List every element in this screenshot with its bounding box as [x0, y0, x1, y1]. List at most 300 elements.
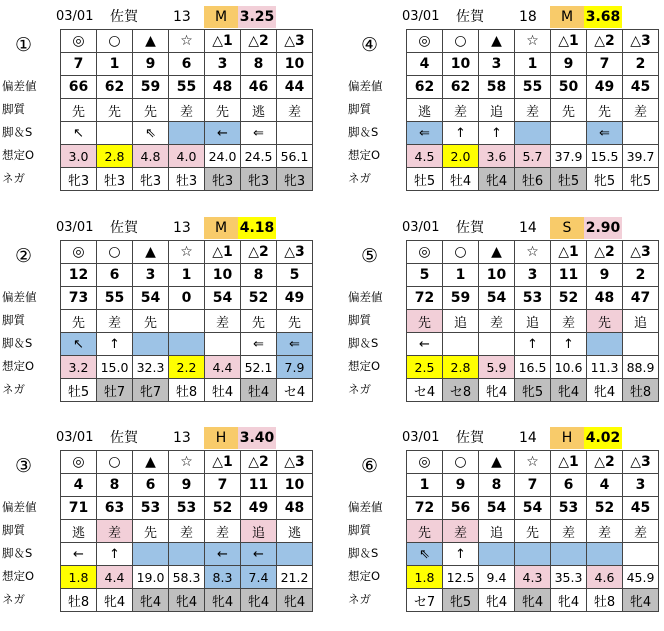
running-style-cell: 逃	[61, 520, 97, 543]
negative-cell: 牝4	[241, 589, 277, 612]
prediction-table	[406, 240, 659, 402]
race-date: 03/01	[56, 430, 94, 445]
table-row	[407, 497, 659, 520]
deviation-cell: 62	[443, 76, 479, 99]
running-style-cell: 差	[479, 310, 515, 333]
row-label: 脚質	[348, 102, 371, 116]
horse-number-cell: 11	[241, 474, 277, 497]
horse-number-cell: 6	[169, 53, 205, 76]
negative-cell: セ7	[407, 589, 443, 612]
expected-odds-cell: 4.0	[169, 145, 205, 168]
leg-speed-cell	[587, 333, 623, 356]
running-style-cell	[169, 310, 205, 333]
horse-number-cell: 9	[587, 264, 623, 287]
horse-number-cell: 1	[407, 474, 443, 497]
label-spacer	[0, 240, 60, 263]
table-row	[61, 310, 313, 333]
table-row	[61, 264, 313, 287]
negative-cell: 牝5	[587, 168, 623, 191]
negative-cell: 牡5	[551, 168, 587, 191]
leg-speed-cell	[443, 333, 479, 356]
horse-number-cell: 3	[205, 53, 241, 76]
table-row	[407, 145, 659, 168]
leg-speed-cell	[479, 543, 515, 566]
deviation-cell: 52	[241, 287, 277, 310]
running-style-cell: 追	[479, 99, 515, 122]
running-style-cell: 追	[443, 310, 479, 333]
expected-odds-cell: 9.4	[479, 566, 515, 589]
table-row	[407, 122, 659, 145]
row-label: ネガ	[2, 592, 25, 606]
deviation-cell: 54	[479, 287, 515, 310]
expected-odds-cell: 4.3	[515, 566, 551, 589]
table-row	[407, 310, 659, 333]
table-row	[61, 356, 313, 379]
negative-cell: 牝5	[515, 379, 551, 402]
table-row	[407, 76, 659, 99]
mark-cell: △3	[277, 30, 313, 53]
negative-cell: 牡7	[97, 379, 133, 402]
running-style-cell: 差	[205, 520, 241, 543]
negative-cell: 牝4	[205, 589, 241, 612]
deviation-cell: 71	[61, 497, 97, 520]
negative-cell: 牝7	[133, 379, 169, 402]
running-style-cell: 追	[479, 520, 515, 543]
mark-cell: ○	[443, 451, 479, 474]
table-row	[407, 474, 659, 497]
expected-odds-cell: 24.5	[241, 145, 277, 168]
race-panel	[0, 4, 318, 189]
deviation-cell: 53	[515, 287, 551, 310]
horse-number-cell: 1	[169, 264, 205, 287]
horse-number-cell: 9	[551, 53, 587, 76]
running-style-cell: 追	[515, 310, 551, 333]
row-labels	[0, 450, 60, 611]
running-style-cell: 差	[205, 310, 241, 333]
panel-header	[346, 4, 664, 29]
prediction-table	[60, 450, 313, 612]
table-row	[61, 379, 313, 402]
negative-cell: 牡3	[169, 168, 205, 191]
track-name: 佐賀	[110, 430, 138, 446]
running-style-cell: 追	[241, 520, 277, 543]
leg-speed-cell: ⇐	[241, 122, 277, 145]
expected-odds-cell: 4.6	[587, 566, 623, 589]
mark-cell: ◎	[407, 451, 443, 474]
leg-speed-cell	[551, 543, 587, 566]
negative-cell: 牝4	[97, 589, 133, 612]
leg-speed-cell: ⇖	[407, 543, 443, 566]
running-style-cell: 差	[515, 99, 551, 122]
running-style-cell: 差	[443, 520, 479, 543]
negative-cell: 牝5	[443, 589, 479, 612]
mark-cell: ○	[97, 30, 133, 53]
deviation-cell: 0	[169, 287, 205, 310]
deviation-cell: 53	[551, 497, 587, 520]
expected-odds-cell: 2.2	[169, 356, 205, 379]
race-number: 14	[519, 220, 537, 236]
running-style-cell: 先	[97, 99, 133, 122]
negative-cell: 牡4	[443, 168, 479, 191]
horse-number-cell: 9	[443, 474, 479, 497]
race-number: 13	[173, 430, 191, 446]
mark-cell: △2	[241, 30, 277, 53]
running-style-cell: 差	[169, 520, 205, 543]
mark-cell: ◎	[61, 241, 97, 264]
running-style-cell: 差	[623, 520, 659, 543]
race-number: 13	[173, 220, 191, 236]
negative-cell: 牝4	[623, 589, 659, 612]
race-number: 14	[519, 430, 537, 446]
table-row	[61, 497, 313, 520]
deviation-cell: 45	[623, 76, 659, 99]
race-date: 03/01	[56, 220, 94, 235]
mark-cell: ▲	[133, 451, 169, 474]
horse-number-cell: 10	[443, 53, 479, 76]
expected-odds-cell: 3.0	[61, 145, 97, 168]
race-number: 18	[519, 9, 537, 25]
running-style-cell: 追	[623, 310, 659, 333]
grade-badge: H	[550, 427, 584, 449]
table-row	[407, 241, 659, 264]
table-row	[407, 451, 659, 474]
horse-number-cell: 10	[277, 474, 313, 497]
expected-odds-cell: 8.3	[205, 566, 241, 589]
race-panel	[0, 425, 318, 610]
rating-badge: 4.18	[238, 217, 276, 239]
negative-cell: 牝4	[169, 589, 205, 612]
horse-number-cell: 8	[241, 53, 277, 76]
deviation-cell: 54	[133, 287, 169, 310]
horse-number-cell: 7	[515, 474, 551, 497]
deviation-cell: 49	[241, 497, 277, 520]
negative-cell: 牝3	[133, 168, 169, 191]
expected-odds-cell: 37.9	[551, 145, 587, 168]
negative-cell: 牝3	[241, 168, 277, 191]
deviation-cell: 58	[479, 76, 515, 99]
expected-odds-cell: 2.8	[443, 356, 479, 379]
expected-odds-cell: 4.4	[97, 566, 133, 589]
row-label: 想定O	[2, 569, 35, 583]
mark-cell: ◎	[407, 30, 443, 53]
deviation-cell: 66	[61, 76, 97, 99]
row-label: 脚＆S	[348, 125, 379, 139]
leg-speed-cell: ←	[205, 122, 241, 145]
horse-number-cell: 5	[277, 264, 313, 287]
table-row	[61, 53, 313, 76]
table-row	[407, 379, 659, 402]
rating-badge: 3.25	[238, 6, 276, 28]
row-labels	[346, 29, 406, 190]
negative-cell: 牡8	[61, 589, 97, 612]
panel-header	[346, 215, 664, 240]
grade-badge: M	[550, 6, 584, 28]
expected-odds-cell: 56.1	[277, 145, 313, 168]
mark-cell: ○	[443, 30, 479, 53]
leg-speed-cell: ↖	[61, 122, 97, 145]
expected-odds-cell: 88.9	[623, 356, 659, 379]
running-style-cell: 先	[133, 310, 169, 333]
negative-cell: 牝4	[479, 589, 515, 612]
leg-speed-cell	[479, 333, 515, 356]
deviation-cell: 63	[97, 497, 133, 520]
mark-cell: △1	[205, 241, 241, 264]
track-name: 佐賀	[456, 9, 484, 25]
mark-cell: ☆	[169, 241, 205, 264]
running-style-cell: 先	[515, 520, 551, 543]
leg-speed-cell: ↑	[443, 543, 479, 566]
label-spacer	[346, 263, 406, 286]
leg-speed-cell: ↑	[97, 333, 133, 356]
expected-odds-cell: 1.8	[407, 566, 443, 589]
mark-cell: △1	[205, 30, 241, 53]
mark-cell: ☆	[515, 30, 551, 53]
panel-header	[0, 4, 318, 29]
horse-number-cell: 3	[623, 474, 659, 497]
running-style-cell: 先	[61, 99, 97, 122]
row-labels	[346, 450, 406, 611]
deviation-cell: 52	[205, 497, 241, 520]
mark-cell: ▲	[133, 30, 169, 53]
horse-number-cell: 8	[97, 474, 133, 497]
horse-number-cell: 11	[551, 264, 587, 287]
horse-number-cell: 4	[407, 53, 443, 76]
expected-odds-cell: 16.5	[515, 356, 551, 379]
track-name: 佐賀	[456, 220, 484, 236]
track-name: 佐賀	[456, 430, 484, 446]
expected-odds-cell: 2.5	[407, 356, 443, 379]
mark-cell: △2	[587, 451, 623, 474]
leg-speed-cell: ⇐	[277, 333, 313, 356]
deviation-cell: 54	[479, 497, 515, 520]
negative-cell: 牡4	[241, 379, 277, 402]
row-label: ネガ	[348, 382, 371, 396]
prediction-table	[60, 29, 313, 191]
negative-cell: 牝4	[479, 168, 515, 191]
table-row	[61, 520, 313, 543]
running-style-cell: 差	[443, 99, 479, 122]
row-label: ネガ	[348, 592, 371, 606]
panel-number: ⑤	[361, 245, 379, 267]
rating-badge: 2.90	[584, 217, 622, 239]
horse-number-cell: 1	[443, 264, 479, 287]
mark-cell: △3	[277, 241, 313, 264]
panel-number: ④	[361, 34, 379, 56]
expected-odds-cell: 45.9	[623, 566, 659, 589]
deviation-cell: 45	[623, 497, 659, 520]
leg-speed-cell: ↑	[551, 333, 587, 356]
mark-cell: △1	[205, 451, 241, 474]
mark-cell: △3	[277, 451, 313, 474]
horse-number-cell: 2	[623, 53, 659, 76]
table-row	[61, 543, 313, 566]
deviation-cell: 62	[97, 76, 133, 99]
leg-speed-cell	[515, 122, 551, 145]
mark-cell: △2	[241, 241, 277, 264]
horse-number-cell: 6	[97, 264, 133, 287]
expected-odds-cell: 3.6	[479, 145, 515, 168]
expected-odds-cell: 5.9	[479, 356, 515, 379]
mark-cell: △2	[241, 451, 277, 474]
label-spacer	[0, 473, 60, 496]
race-panel	[346, 425, 664, 610]
grade-badge: M	[204, 217, 238, 239]
expected-odds-cell: 4.5	[407, 145, 443, 168]
table-row	[407, 30, 659, 53]
rating-badge: 4.02	[584, 427, 622, 449]
deviation-cell: 59	[133, 76, 169, 99]
horse-number-cell: 7	[61, 53, 97, 76]
running-style-cell: 差	[277, 99, 313, 122]
row-label: 想定O	[348, 148, 381, 162]
horse-number-cell: 7	[205, 474, 241, 497]
negative-cell: 牝4	[277, 589, 313, 612]
deviation-cell: 53	[169, 497, 205, 520]
panel-number: ③	[15, 455, 33, 477]
table-row	[407, 168, 659, 191]
horse-number-cell: 4	[61, 474, 97, 497]
running-style-cell: 先	[61, 310, 97, 333]
row-label: 脚質	[2, 523, 25, 537]
leg-speed-cell	[205, 333, 241, 356]
row-label: 想定O	[2, 359, 35, 373]
table-row	[61, 99, 313, 122]
running-style-cell: 逃	[277, 520, 313, 543]
row-label: 脚質	[348, 523, 371, 537]
race-panel	[346, 4, 664, 189]
expected-odds-cell: 58.3	[169, 566, 205, 589]
leg-speed-cell	[587, 543, 623, 566]
panel-header	[0, 215, 318, 240]
table-row	[407, 333, 659, 356]
leg-speed-cell: ←	[61, 543, 97, 566]
race-date: 03/01	[402, 430, 440, 445]
row-labels	[0, 29, 60, 190]
mark-cell: ☆	[169, 451, 205, 474]
leg-speed-cell: ↑	[479, 122, 515, 145]
horse-number-cell: 5	[407, 264, 443, 287]
expected-odds-cell: 19.0	[133, 566, 169, 589]
leg-speed-cell: ↑	[97, 543, 133, 566]
table-row	[407, 53, 659, 76]
expected-odds-cell: 1.8	[61, 566, 97, 589]
negative-cell: 牡5	[61, 379, 97, 402]
horse-number-cell: 3	[515, 264, 551, 287]
deviation-cell: 59	[443, 287, 479, 310]
leg-speed-cell: ←	[241, 543, 277, 566]
row-label: 偏差値	[2, 290, 37, 304]
negative-cell: 牡4	[205, 379, 241, 402]
table-row	[61, 333, 313, 356]
horse-number-cell: 4	[587, 474, 623, 497]
horse-number-cell: 12	[61, 264, 97, 287]
prediction-table	[406, 450, 659, 612]
row-label: ネガ	[2, 382, 25, 396]
panel-number: ①	[15, 34, 33, 56]
label-spacer	[346, 52, 406, 75]
row-label: 想定O	[348, 359, 381, 373]
negative-cell: 牡6	[515, 168, 551, 191]
expected-odds-cell: 21.2	[277, 566, 313, 589]
panel-number: ⑥	[361, 455, 379, 477]
running-style-cell: 先	[277, 310, 313, 333]
race-panel	[346, 215, 664, 400]
horse-number-cell: 8	[241, 264, 277, 287]
race-date: 03/01	[56, 9, 94, 24]
running-style-cell: 差	[587, 520, 623, 543]
mark-cell: ○	[443, 241, 479, 264]
row-labels	[0, 240, 60, 401]
table-row	[407, 99, 659, 122]
horse-number-cell: 7	[587, 53, 623, 76]
leg-speed-cell: ↖	[61, 333, 97, 356]
deviation-cell: 55	[515, 76, 551, 99]
deviation-cell: 72	[407, 287, 443, 310]
deviation-cell: 54	[515, 497, 551, 520]
row-label: 想定O	[2, 148, 35, 162]
row-label: 脚＆S	[348, 546, 379, 560]
mark-cell: ▲	[479, 451, 515, 474]
negative-cell: 牡8	[169, 379, 205, 402]
leg-speed-cell	[551, 122, 587, 145]
row-label: 偏差値	[2, 79, 37, 93]
horse-number-cell: 1	[515, 53, 551, 76]
negative-cell: 牡8	[623, 379, 659, 402]
horse-number-cell: 6	[133, 474, 169, 497]
horse-number-cell: 10	[277, 53, 313, 76]
horse-number-cell: 10	[205, 264, 241, 287]
negative-cell: 牝4	[479, 379, 515, 402]
mark-cell: ○	[97, 451, 133, 474]
table-row	[61, 76, 313, 99]
deviation-cell: 50	[551, 76, 587, 99]
leg-speed-cell	[133, 333, 169, 356]
mark-cell: △1	[551, 30, 587, 53]
race-number: 13	[173, 9, 191, 25]
leg-speed-cell	[277, 543, 313, 566]
expected-odds-cell: 39.7	[623, 145, 659, 168]
deviation-cell: 53	[133, 497, 169, 520]
horse-number-cell: 3	[133, 264, 169, 287]
mark-cell: ☆	[169, 30, 205, 53]
negative-cell: セ4	[407, 379, 443, 402]
running-style-cell: 先	[133, 520, 169, 543]
deviation-cell: 55	[169, 76, 205, 99]
rating-badge: 3.68	[584, 6, 622, 28]
mark-cell: ▲	[133, 241, 169, 264]
mark-cell: ○	[97, 241, 133, 264]
label-spacer	[0, 263, 60, 286]
running-style-cell: 差	[169, 99, 205, 122]
running-style-cell: 差	[97, 520, 133, 543]
table-row	[407, 520, 659, 543]
mark-cell: △3	[623, 30, 659, 53]
mark-cell: ☆	[515, 451, 551, 474]
mark-cell: △1	[551, 451, 587, 474]
expected-odds-cell: 2.8	[97, 145, 133, 168]
row-label: 脚＆S	[2, 125, 33, 139]
label-spacer	[0, 450, 60, 473]
row-label: 脚＆S	[348, 336, 379, 350]
deviation-cell: 48	[277, 497, 313, 520]
deviation-cell: 47	[623, 287, 659, 310]
running-style-cell: 先	[133, 99, 169, 122]
deviation-cell: 73	[61, 287, 97, 310]
table-row	[61, 451, 313, 474]
table-row	[61, 30, 313, 53]
negative-cell: 牝4	[587, 379, 623, 402]
horse-number-cell: 9	[133, 53, 169, 76]
